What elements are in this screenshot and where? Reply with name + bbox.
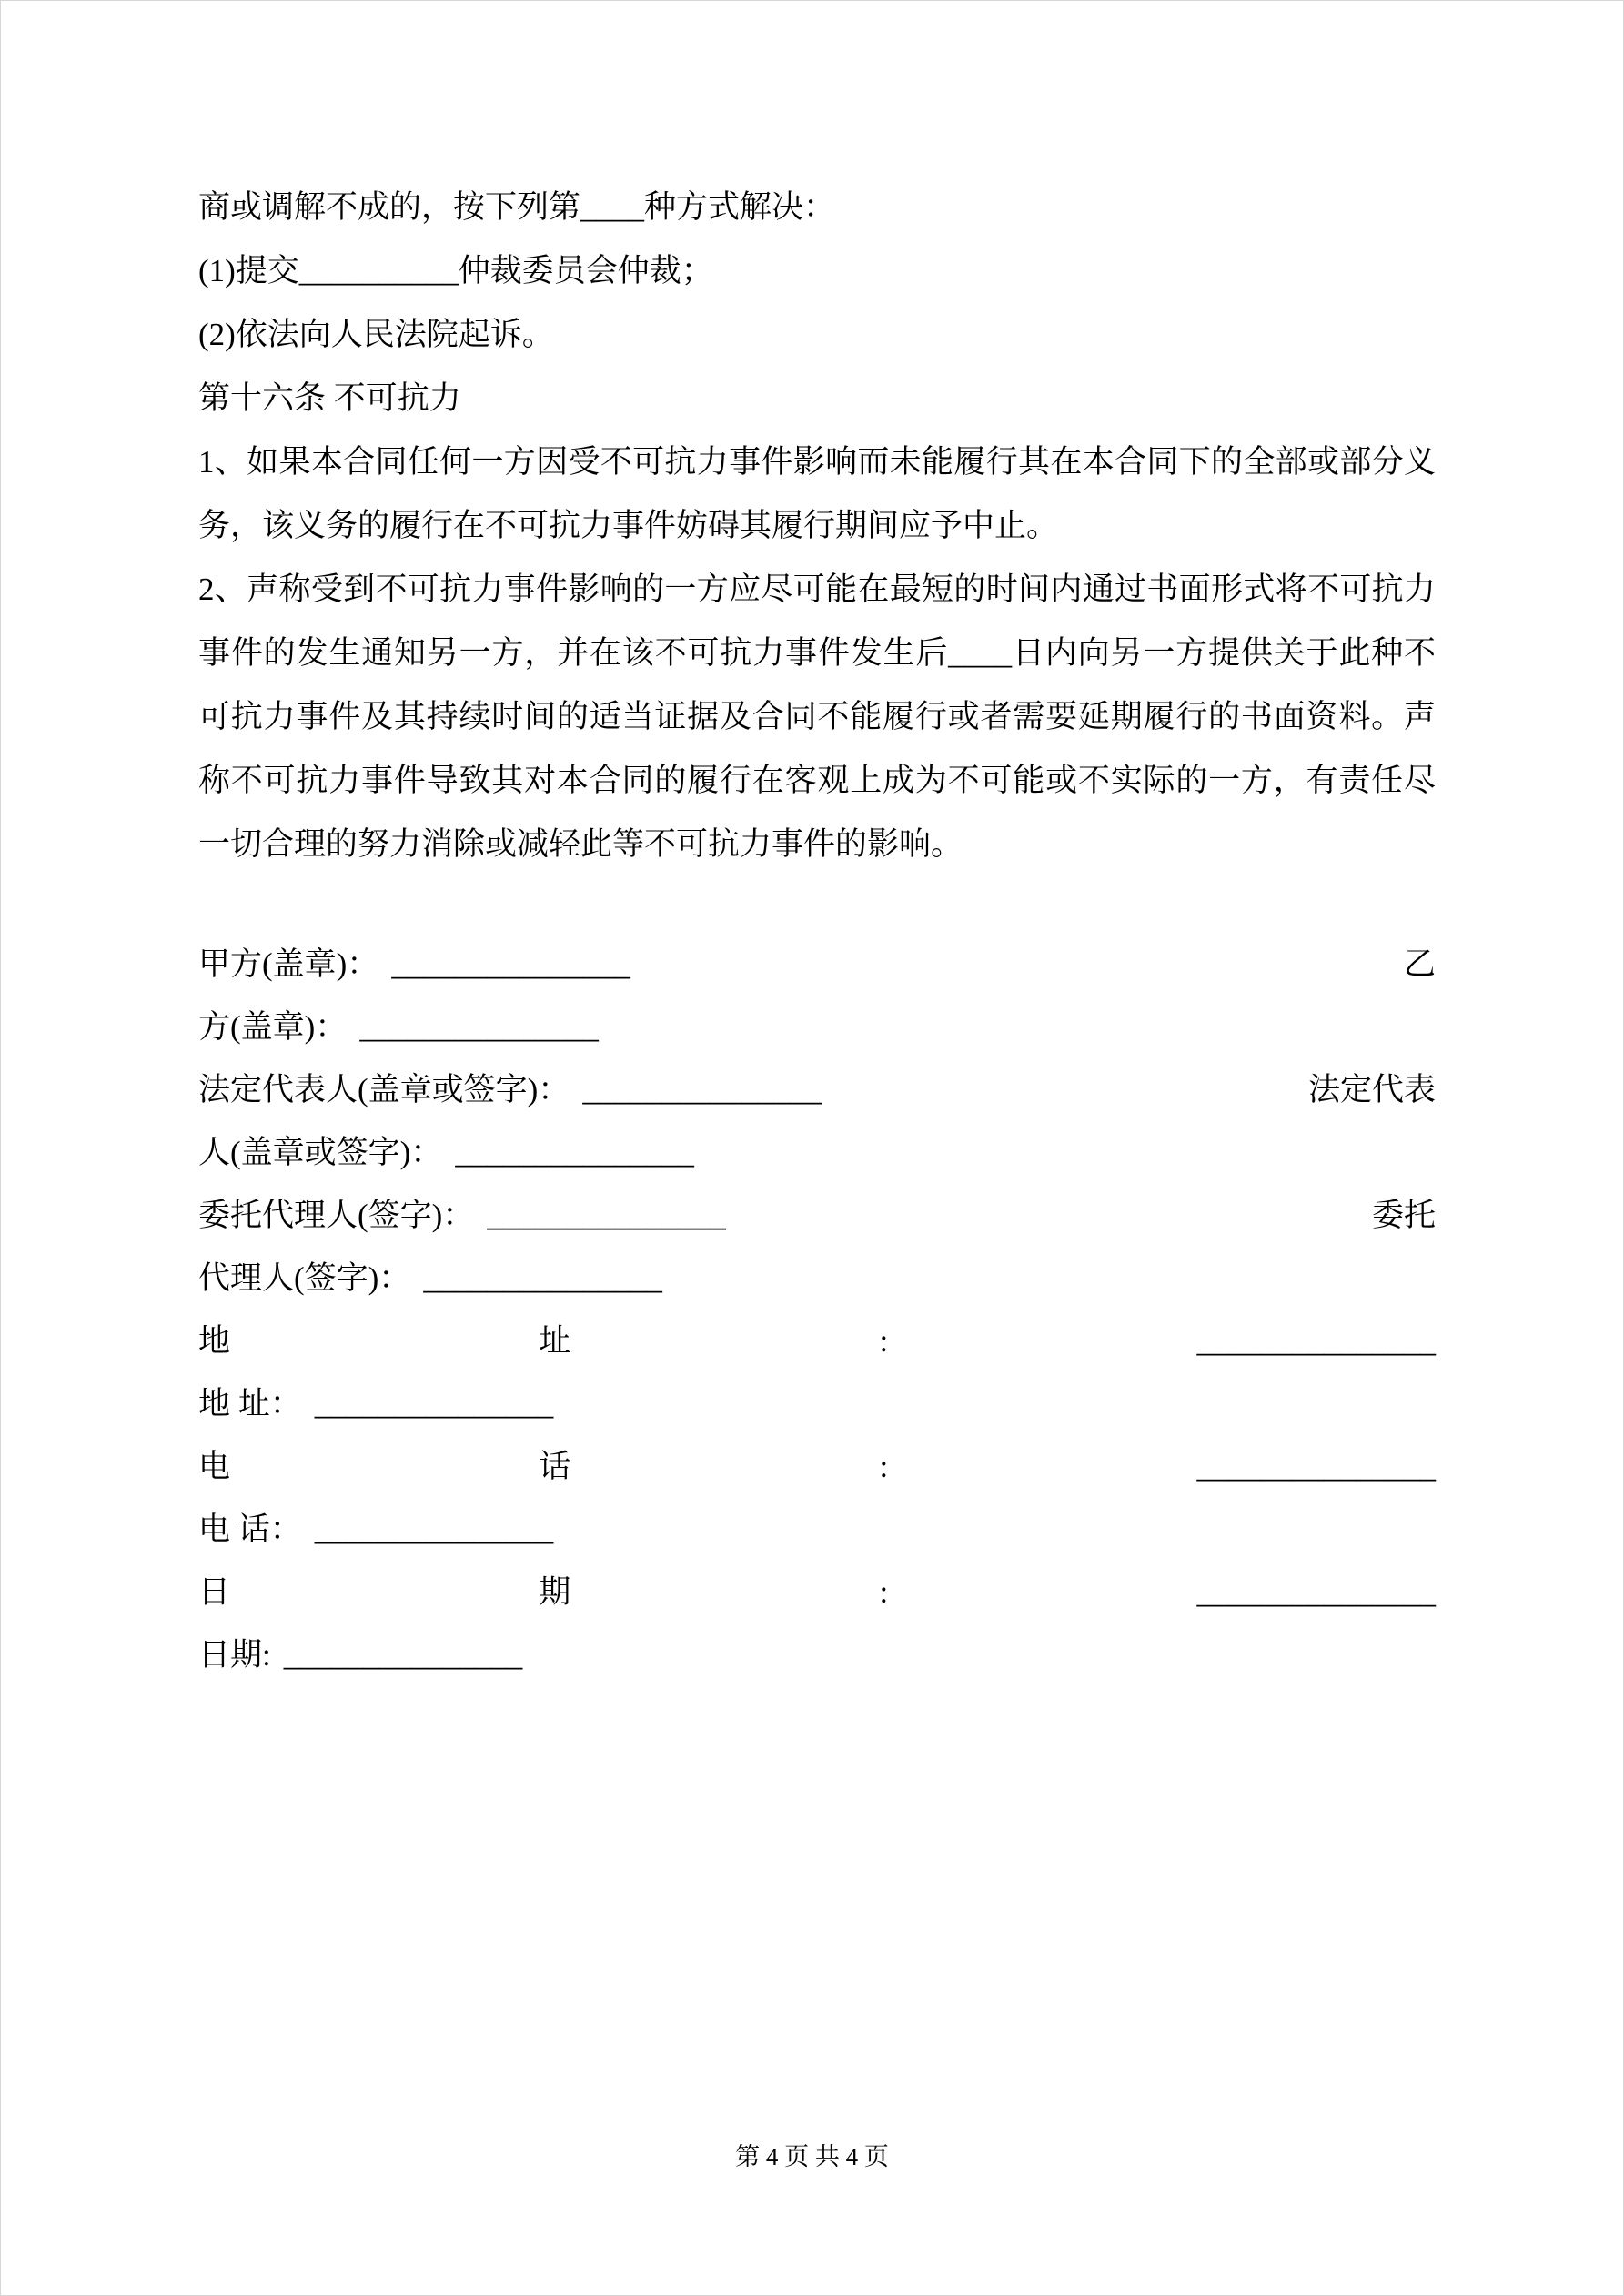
party-b-address-row [198,1372,1436,1435]
party-b-address-label: 地 址： [198,1386,302,1421]
party-a-phone-row [198,1435,1436,1498]
party-a-agent-blank: _______________ [487,1198,726,1233]
party-b-address-blank: _______________ [314,1386,554,1421]
party-a-seal-label: 甲方(盖章)： [198,946,379,982]
party-a-phone-char-1: 电 [198,1449,231,1484]
party-a-seal-group [198,933,630,996]
signature-block [198,933,1436,1686]
party-b-seal-label: 方(盖章)： [198,1009,348,1045]
party-b-seal-row [198,996,1436,1058]
party-a-date-colon: : [879,1574,889,1610]
party-b-legal-rep-label: 人(盖章或签字)： [198,1135,443,1170]
party-a-phone-colon: : [879,1449,889,1484]
party-a-legal-rep-blank: _______________ [582,1072,822,1108]
party-b-agent-label: 代理人(签字)： [198,1260,411,1296]
clause-dispute-method-intro: 商或调解不成的，按下列第____种方式解决： [198,189,836,225]
party-a-legal-rep-row [198,1058,1436,1121]
party-b-legal-rep-row [198,1121,1436,1184]
party-b-phone-row [198,1498,1436,1561]
party-a-agent-row [198,1184,1436,1247]
party-a-seal-blank: _______________ [391,946,630,982]
clause-arbitration-option: (1)提交__________仲裁委员会仲裁； [198,253,713,288]
party-b-date-row [198,1623,1436,1686]
party-a-date-blank: _______________ [1196,1574,1436,1610]
party-b-phone-blank: _______________ [314,1512,554,1547]
page-footer: 第 4 页 共 4 页 [735,2143,889,2170]
party-b-date-label: 日期: [198,1637,271,1673]
party-b-agent-blank: _______________ [423,1260,662,1296]
party-a-address-char-2: 址 [539,1323,571,1359]
party-a-address-blank: _______________ [1196,1323,1436,1359]
party-a-date-char-1: 日 [198,1574,231,1610]
party-a-address-row [198,1310,1436,1372]
party-b-agent-row [198,1247,1436,1310]
party-b-phone-label: 电 话： [198,1512,302,1547]
party-b-agent-overflow-text: 委托 [1371,1198,1436,1233]
party-a-date-char-2: 期 [539,1574,571,1610]
party-b-overflow-char: 乙 [1403,946,1436,982]
clause-litigation-option: (2)依法向人民法院起诉。 [198,317,554,352]
party-a-agent-label: 委托代理人(签字)： [198,1198,475,1233]
party-a-address-char-1: 地 [198,1323,231,1359]
party-a-date-row [198,1561,1436,1623]
clause-16-item-2: 2、声称受到不可抗力事件影响的一方应尽可能在最短的时间内通过书面形式将不可抗力事件的发生通知另一方，并在该不可抗力事件发生后____日内向另一方提供关于此种不可抗力事件及其持续时间的适当证据及合同不能履行或者需要延期履行的书面资料。声称不可抗力事件导致其对本合同的履行在客观上成为不可能或不实际的一方，有责任尽一切合理的努力消除或减轻此等不可抗力事件的影响。 [198,571,1436,862]
party-a-phone-char-2: 话 [539,1449,571,1484]
party-a-address-colon: : [879,1323,889,1359]
party-b-legal-rep-blank: _______________ [455,1135,694,1170]
document-body [198,176,1436,1686]
party-a-seal-row [198,933,1436,996]
party-a-phone-blank: _______________ [1196,1449,1436,1484]
party-b-date-blank: _______________ [283,1637,523,1673]
party-b-seal-blank: _______________ [359,1009,599,1045]
party-a-legal-rep-group [198,1058,822,1121]
party-a-agent-group [198,1184,726,1247]
party-b-legal-rep-overflow-text: 法定代表 [1307,1072,1436,1108]
clause-16-heading: 第十六条 不可抗力 [198,380,461,416]
party-a-legal-rep-label: 法定代表人(盖章或签字)： [198,1072,570,1108]
clause-16-item-1: 1、如果本合同任何一方因受不可抗力事件影响而未能履行其在本合同下的全部或部分义务，该义务的履行在不可抗力事件妨碍其履行期间应予中止。 [198,444,1436,543]
